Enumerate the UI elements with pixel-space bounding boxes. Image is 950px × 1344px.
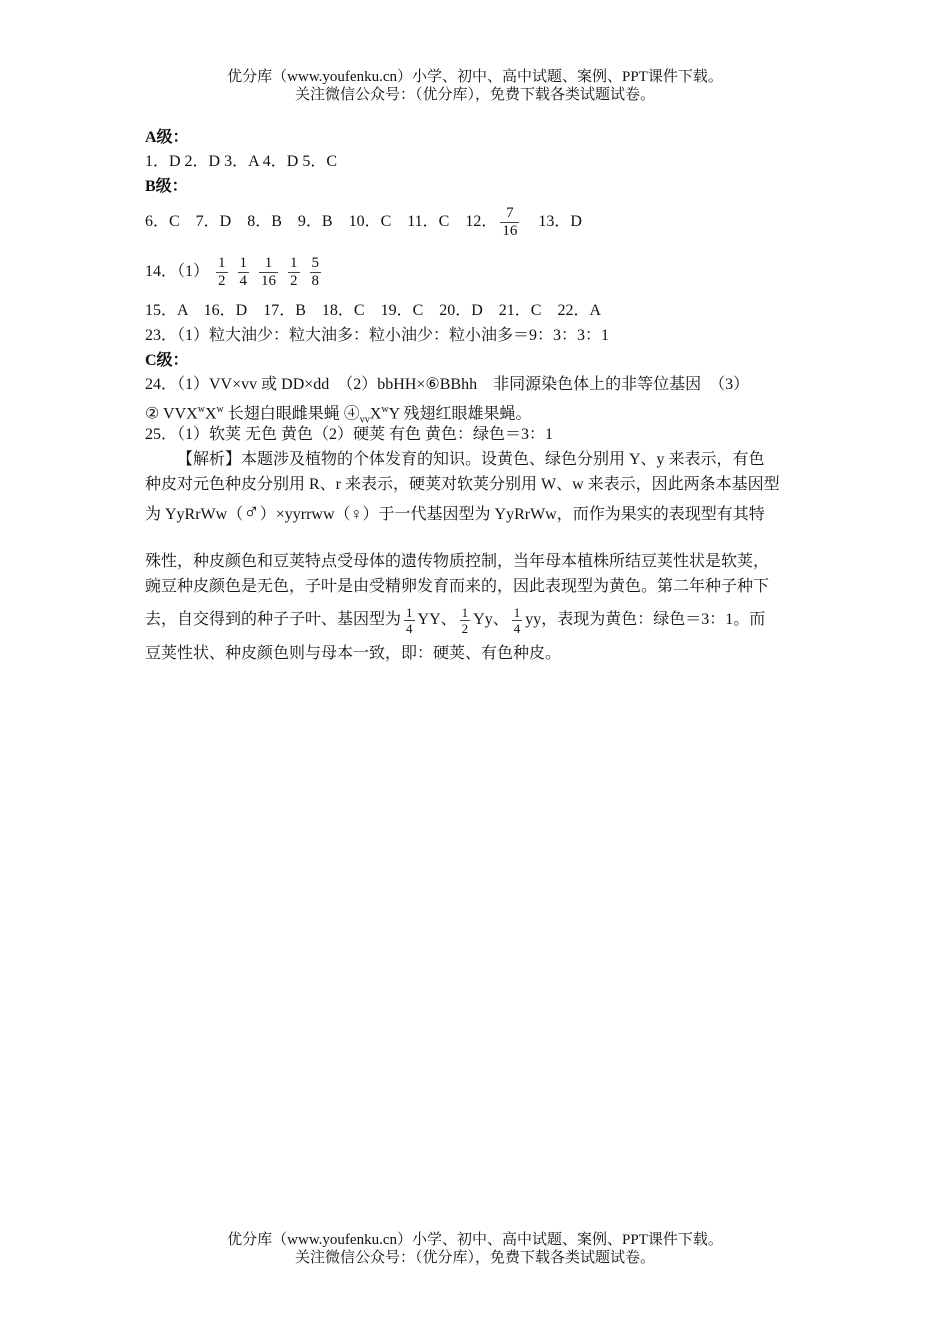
header-line-1: 优分库（www.youfenku.cn）小学、初中、高中试题、案例、PPT课件下载。 (227, 69, 723, 85)
q15-22-answers: 15．A 16．D 17．B 18．C 19．C 20．D 21．C 22．A (145, 302, 602, 319)
page-header (0, 68, 950, 104)
q14-f3-num: 1 (264, 254, 273, 271)
q14-answer (145, 252, 324, 292)
q14-f3-den: 16 (261, 272, 277, 289)
q14-f4-den: 2 (290, 272, 298, 289)
af2-num: 1 (461, 604, 469, 620)
analysis-fraction-yy-het (460, 605, 471, 636)
analysis-paragraph-cont (145, 549, 810, 666)
q14-fraction-2 (238, 255, 250, 290)
q14-fraction-4 (288, 255, 300, 290)
af3-num: 1 (513, 604, 521, 620)
q14-f1-num: 1 (218, 254, 226, 271)
b-line-start: 6．C 7．D 8．B 9．B 10．C 11．C 12． (145, 213, 498, 230)
analysis-6-end: yy，表现为黄色：绿色＝3：1。而 (525, 611, 766, 628)
analysis-3-end: ）×yyrrww（♀）于一代基因型为 YyRrWw，而作为果实的表现型有其特 (259, 506, 765, 523)
b-line-end: 13．D (522, 213, 582, 230)
af1-num: 1 (406, 604, 413, 620)
q14-f4-num: 1 (290, 254, 298, 271)
analysis-line-5: 豌豆种皮颜色是无色，子叶是由受精卵发育而来的，因此表现型为黄色。第二年种子种下 (145, 578, 770, 595)
q24-phenotype-1: 长翅白眼雌果蝇 ④ (223, 405, 360, 423)
q25-answer: 25．（1）软荚 无色 黄色（2）硬荚 有色 黄色：绿色＝3：1 (145, 426, 554, 443)
q24-sup-2: w (216, 404, 224, 415)
q24-sup-3: w (381, 404, 389, 415)
q24-genotype-part-3: X (369, 405, 382, 423)
q24-sup-1: w (197, 404, 205, 415)
q14-f2-num: 1 (239, 254, 248, 271)
b-level-answers-6-13 (145, 203, 582, 241)
q12-denominator: 16 (502, 222, 518, 239)
analysis-6-start: 去，自交得到的种子子叶、基因型为 (145, 611, 402, 628)
q24-genotype-part-2: X (204, 405, 217, 423)
analysis-line-2: 种皮对元色种皮分别用 R、r 来表示，硬荚对软荚分别用 W、w 来表示，因此两条本基因型 (145, 476, 780, 493)
analysis-6-yy: YY、 (417, 611, 457, 628)
b-level-heading: B级： (145, 178, 188, 195)
q24-genotype-part: ② VVX (145, 405, 198, 423)
q14-label: 14．（1） (145, 263, 210, 280)
analysis-line-7: 豆荚性状、种皮颜色则与母本一致，即：硬荚、有色种皮。 (145, 645, 562, 662)
a-level-heading: A级： (145, 129, 189, 146)
analysis-fraction-yy (404, 605, 415, 636)
analysis-line-1: 【解析】本题涉及植物的个体发育的知识。设黄色、绿色分别用 Y、y 来表示，有色 (177, 451, 765, 468)
analysis-line-6 (145, 599, 810, 641)
header-line-2: 关注微信公众号：（优分库），免费下载各类试题试卷。 (294, 87, 655, 103)
q14-fraction-3 (259, 255, 278, 290)
analysis-fraction-yy-rec (512, 605, 523, 636)
af1-den: 4 (406, 620, 413, 636)
q24-phenotype-2: Y 残翅红眼雄果蝇。 (388, 405, 532, 423)
q24-answer-line-1: 24．（1）VV×vv 或 DD×dd （2）bbHH×⑥BBhh 非同源染色体上的非等位基因 （3） (145, 376, 750, 393)
analysis-6-yy-het: Yy、 (473, 611, 509, 628)
q14-f5-num: 5 (311, 254, 320, 271)
a-level-answers: 1．D 2．D 3．A 4．D 5．C (145, 153, 338, 170)
q14-fraction-1 (216, 255, 228, 290)
footer-line-1: 优分库（www.youfenku.cn）小学、初中、高中试题、案例、PPT课件下载。 (227, 1232, 723, 1248)
page-footer (0, 1231, 950, 1267)
q14-f2-den: 4 (239, 272, 248, 289)
analysis-3-start: 为 YyRrWw（ (145, 506, 244, 523)
q23-answer: 23．（1）粒大油少：粒大油多：粒小油少：粒小油多＝9：3：3：1 (145, 327, 610, 344)
analysis-line-4: 殊性，种皮颜色和豆荚特点受母体的遗传物质控制，当年母本植株所结豆荚性状是软荚， (145, 553, 770, 570)
analysis-line-3 (145, 497, 810, 530)
q12-fraction (500, 205, 519, 240)
af3-den: 4 (513, 620, 521, 636)
male-symbol-icon: ♂ (243, 499, 260, 524)
q14-fraction-5 (310, 255, 322, 290)
q12-numerator: 7 (506, 204, 514, 221)
q14-f1-den: 2 (218, 272, 226, 289)
af2-den: 2 (461, 620, 469, 636)
analysis-paragraph (145, 447, 810, 530)
q24-sub-vv: vv (359, 414, 370, 426)
c-level-heading: C级： (145, 352, 189, 369)
q14-f5-den: 8 (311, 272, 320, 289)
footer-line-2: 关注微信公众号：（优分库），免费下载各类试题试卷。 (294, 1250, 655, 1266)
